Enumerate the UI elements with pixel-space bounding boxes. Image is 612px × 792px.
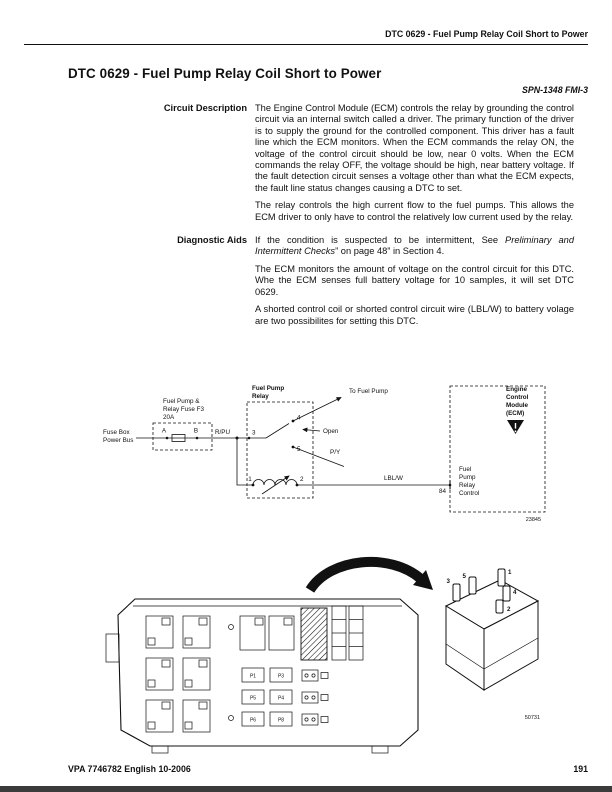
schematic-labels: [103, 385, 541, 523]
footer-page-number: 191: [573, 764, 588, 774]
svg-text:Module: Module: [506, 402, 529, 409]
italic-reference: Preliminary and Intermittent Checks: [255, 235, 574, 257]
diagnostic-aids-text: [255, 235, 574, 327]
pin-a-label: A: [161, 427, 167, 435]
svg-text:Control: Control: [459, 490, 480, 497]
svg-text:Pump: Pump: [459, 474, 476, 481]
switch-arm: [266, 424, 289, 439]
ecm-pin-84-label: 84: [438, 488, 446, 495]
pin-4-label: 4: [297, 414, 301, 422]
mount-foot: [372, 746, 388, 753]
paragraph: The ECM monitors the amount of voltage on the control circuit for this DTC. Whe the ECM senses full battery voltage for 10 samples, it will set DTC 0629.: [255, 263, 574, 297]
svg-text:1: 1: [508, 569, 512, 576]
relay-blade-4: [503, 586, 510, 601]
paragraph: The relay controls the high current flow to the fuel pumps. This allows the ECM driver to only have to control the relatively low current used by the relay.: [255, 200, 574, 222]
running-header: DTC 0629 - Fuel Pump Relay Coil Short to Power: [385, 29, 588, 39]
svg-text:Power Bus: Power Bus: [103, 437, 134, 444]
pin-2-label: 2: [300, 476, 304, 483]
pin-5-label: 5: [297, 446, 301, 453]
pin-1-label: 1: [248, 476, 252, 483]
svg-text:Control: Control: [506, 394, 529, 401]
open-pointer-arrow-icon: [303, 430, 320, 432]
circuit-description-text: [255, 103, 574, 223]
section-label-diagnostic-aids: Diagnostic Aids: [177, 235, 247, 246]
svg-text:P5: P5: [249, 695, 257, 702]
header-rule: [24, 44, 588, 45]
footer-document-id: VPA 7746782 English 10-2006: [68, 764, 191, 774]
section-label-circuit-description: Circuit Description: [163, 103, 247, 113]
wire-color-lblw: LBL/W: [384, 475, 403, 482]
pin-3-label: 3: [252, 429, 256, 437]
svg-text:P4: P4: [277, 695, 285, 702]
text-span: If the condition is suspected to be intermittent, See: [255, 235, 506, 246]
fuse-name-label: Fuel Pump &: [163, 398, 200, 405]
relay-blade-3: [453, 584, 460, 601]
svg-text:5: 5: [462, 573, 466, 580]
relay-3d-drawing: [446, 569, 538, 690]
schematic-figure-number: 23845: [525, 517, 541, 523]
ecm-pin-function-label: Fuel: [459, 466, 472, 473]
connector-tab: [106, 634, 119, 662]
fuel-pump-relay-position-highlighted: [301, 608, 327, 660]
svg-text:(ECM): (ECM): [506, 410, 525, 417]
paragraph: The Engine Control Module (ECM) controls the relay by grounding the control circuit via an internal switch called a driver. The primary function of the driver is to supply the ground for the controlled component. This driver has a fault line which the ECM monitors. When the ECM commands the relay ON, the voltage of the control circuit should be low, near 0 volts. When the ECM commands the relay OFF, the voltage should be high, near battery voltage. If the fault detection circuit senses a voltage other than what the ECM expects, the fault line status changes causing a DTC to set.: [255, 103, 574, 193]
svg-text:20A: 20A: [163, 414, 175, 421]
relay-title-label: Fuel Pump: [252, 385, 285, 392]
relay-coil-icon: [253, 480, 297, 485]
splice-dot: [236, 437, 239, 440]
svg-text:P8: P8: [277, 717, 285, 724]
relay-blade-1: [498, 569, 505, 586]
spn-fmi-code: SPN-1348 FMI-3: [522, 85, 588, 95]
paragraph: A shorted control coil or shorted control circuit wire (LBL/W) to battery volage are two possibilites for setting this DTC.: [255, 304, 574, 326]
svg-text:P6: P6: [249, 717, 257, 724]
fusebox-outline: [118, 599, 418, 746]
ecm-title-label: Engine: [506, 386, 527, 393]
svg-text:Relay Fuse F3: Relay Fuse F3: [163, 406, 204, 413]
relay-blade-2: [496, 600, 503, 613]
circuit-description-section: [68, 103, 582, 223]
mount-foot: [152, 746, 168, 753]
paragraph: [255, 235, 574, 258]
relay-blade-5: [469, 577, 476, 594]
svg-text:4: 4: [513, 589, 517, 596]
body-content: [68, 103, 582, 327]
wire-color-rpu: R/PU: [215, 429, 231, 436]
pin-b-label: B: [193, 427, 199, 435]
svg-text:Relay: Relay: [252, 393, 269, 400]
svg-text:Relay: Relay: [459, 482, 476, 489]
svg-text:2: 2: [507, 606, 511, 613]
page-edge-band: [0, 786, 612, 792]
open-label: Open: [323, 428, 339, 435]
text-span: ” on page 48” in Section 4.: [335, 246, 445, 257]
fusebox-illustration: [100, 552, 545, 764]
wire-color-py: P/Y: [330, 449, 341, 456]
svg-text:P1: P1: [249, 673, 257, 680]
wiring-diagram: [90, 376, 550, 526]
diagnostic-aids-section: [68, 235, 582, 327]
svg-text:3: 3: [446, 578, 450, 585]
page-title: DTC 0629 - Fuel Pump Relay Coil Short to Power: [68, 66, 382, 81]
svg-text:P3: P3: [277, 673, 285, 680]
to-fuel-pump-label: To Fuel Pump: [349, 388, 388, 395]
power-bus-label: Fuse Box: [103, 429, 130, 436]
callout-arrow-icon: [310, 562, 421, 590]
fusebox-figure-number: 50731: [524, 715, 540, 721]
coil-actuator-arrow-icon: [262, 476, 289, 494]
